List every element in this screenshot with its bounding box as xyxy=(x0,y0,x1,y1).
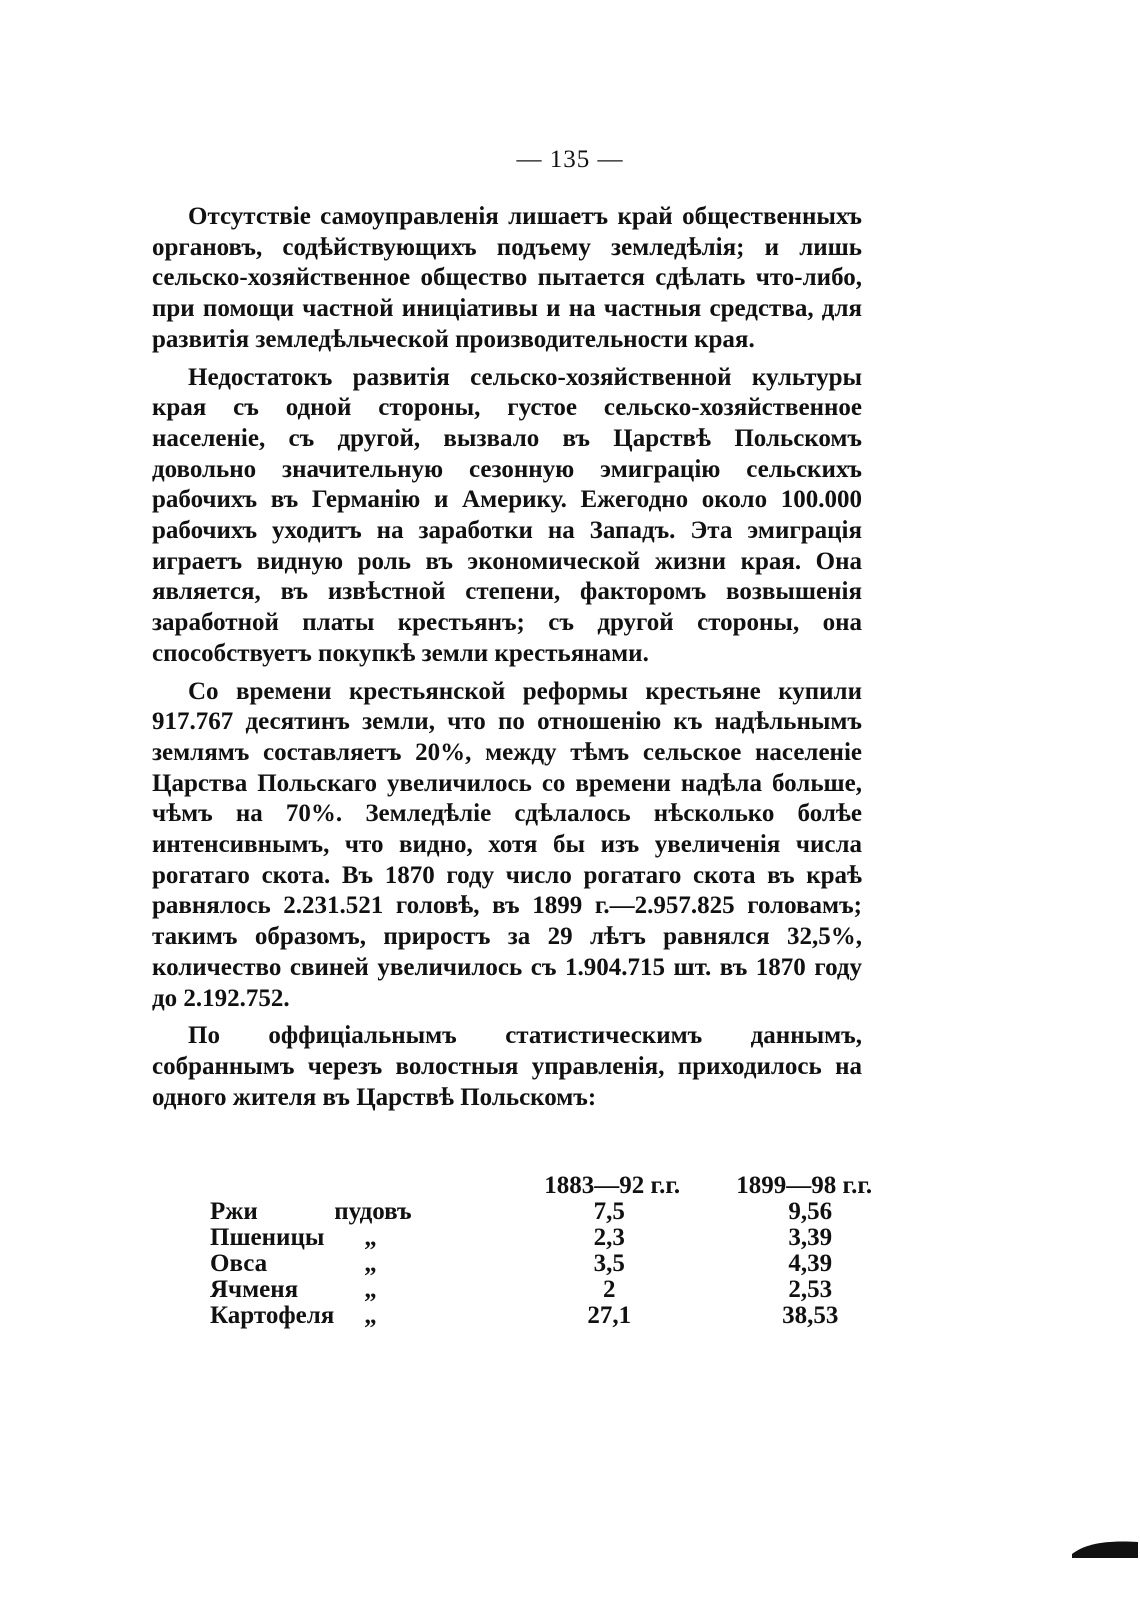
paragraph-2: Недостатокъ развитія сельско-хозяйственной культуры края съ одной стороны, густое сельско-хозяйственное населеніе, съ другой, вызвало въ Царствѣ Польскомъ довольно значительную сезонную эмиграцію сельскихъ рабочихъ въ Германію и Америку. Ежегодно около 100.000 рабочихъ уходитъ на заработки на Западъ. Эта эмиграція играетъ видную роль въ экономической жизни края. Она является, въ извѣстной степени, факторомъ возвышенія заработной платы крестьянъ; съ другой стороны, она способствуетъ покупкѣ земли крестьянами. xyxy=(152,363,862,667)
scan-smudge-mark xyxy=(1070,1536,1140,1558)
row-unit: „ xyxy=(364,1302,377,1329)
row-value-2: 2,53 xyxy=(788,1276,833,1303)
row-name: Ржи xyxy=(210,1198,258,1225)
table-header-row xyxy=(210,1173,906,1199)
row-unit: „ xyxy=(364,1224,377,1251)
row-unit: пудовъ xyxy=(334,1198,412,1225)
row-value-1: 2,3 xyxy=(593,1224,625,1251)
paragraph-1: Отсутствіе самоуправленія лишаетъ край общественныхъ органовъ, содѣйствующихъ подъему земледѣлія; и лишь сельско-хозяйственное общество пытается сдѣлать что-либо, при помощи частной иниціативы и на частныя средства, для развитія земледѣльческой производительности края. xyxy=(152,203,862,353)
table-header-unit xyxy=(334,1173,504,1199)
row-unit: „ xyxy=(364,1250,377,1277)
table-row xyxy=(210,1225,906,1251)
paragraph-3: Со времени крестьянской реформы крестьяне купили 917.767 десятинъ земли, что по отношенію къ надѣльнымъ землямъ составляетъ 20%, между тѣмъ сельское населеніе Царства Польскаго увеличилось со времени надѣла больше, чѣмъ на 70%. Земледѣліе сдѣлалось нѣсколько болѣе интенсивнымъ, что видно, хотя бы изъ увеличенія числа рогатаго скота. Въ 1870 году число рогатаго скота въ краѣ равнялось 2.231.521 головѣ, въ 1899 г.—2.957.825 головамъ; такимъ образомъ, приростъ за 29 лѣтъ равнялся 32,5%, количество свиней увеличилось съ 1.904.715 шт. въ 1870 году до 2.192.752. xyxy=(152,677,862,1012)
row-value-1: 27,1 xyxy=(587,1302,632,1329)
table-header-period-1: 1883—92 г.г. xyxy=(544,1172,681,1199)
row-value-2: 9,56 xyxy=(788,1198,833,1225)
row-value-2: 38,53 xyxy=(782,1302,839,1329)
page-number: — 135 — xyxy=(516,146,624,173)
table-row xyxy=(210,1277,906,1303)
row-name: Картофеля xyxy=(210,1302,335,1329)
row-value-2: 4,39 xyxy=(788,1250,833,1277)
row-name: Овса xyxy=(210,1250,268,1277)
row-unit: „ xyxy=(364,1276,377,1303)
row-name: Ячменя xyxy=(210,1276,299,1303)
row-value-1: 3,5 xyxy=(593,1250,625,1277)
table-header-name xyxy=(210,1173,334,1199)
grain-consumption-table xyxy=(210,1173,906,1329)
body-text xyxy=(152,202,862,1113)
table-row xyxy=(210,1303,906,1329)
row-value-1: 2 xyxy=(603,1276,616,1303)
row-value-1: 7,5 xyxy=(593,1198,625,1225)
row-value-2: 3,39 xyxy=(788,1224,833,1251)
table-row xyxy=(210,1199,906,1225)
table-row xyxy=(210,1251,906,1277)
row-name: Пшеницы xyxy=(210,1224,325,1251)
paragraph-4: По оффиціальнымъ статистическимъ даннымъ, собраннымъ черезъ волостныя управленія, приходилось на одного жителя въ Царствѣ Польскомъ: xyxy=(152,1022,862,1111)
table-header-period-2: 1899—98 г.г. xyxy=(736,1172,873,1199)
